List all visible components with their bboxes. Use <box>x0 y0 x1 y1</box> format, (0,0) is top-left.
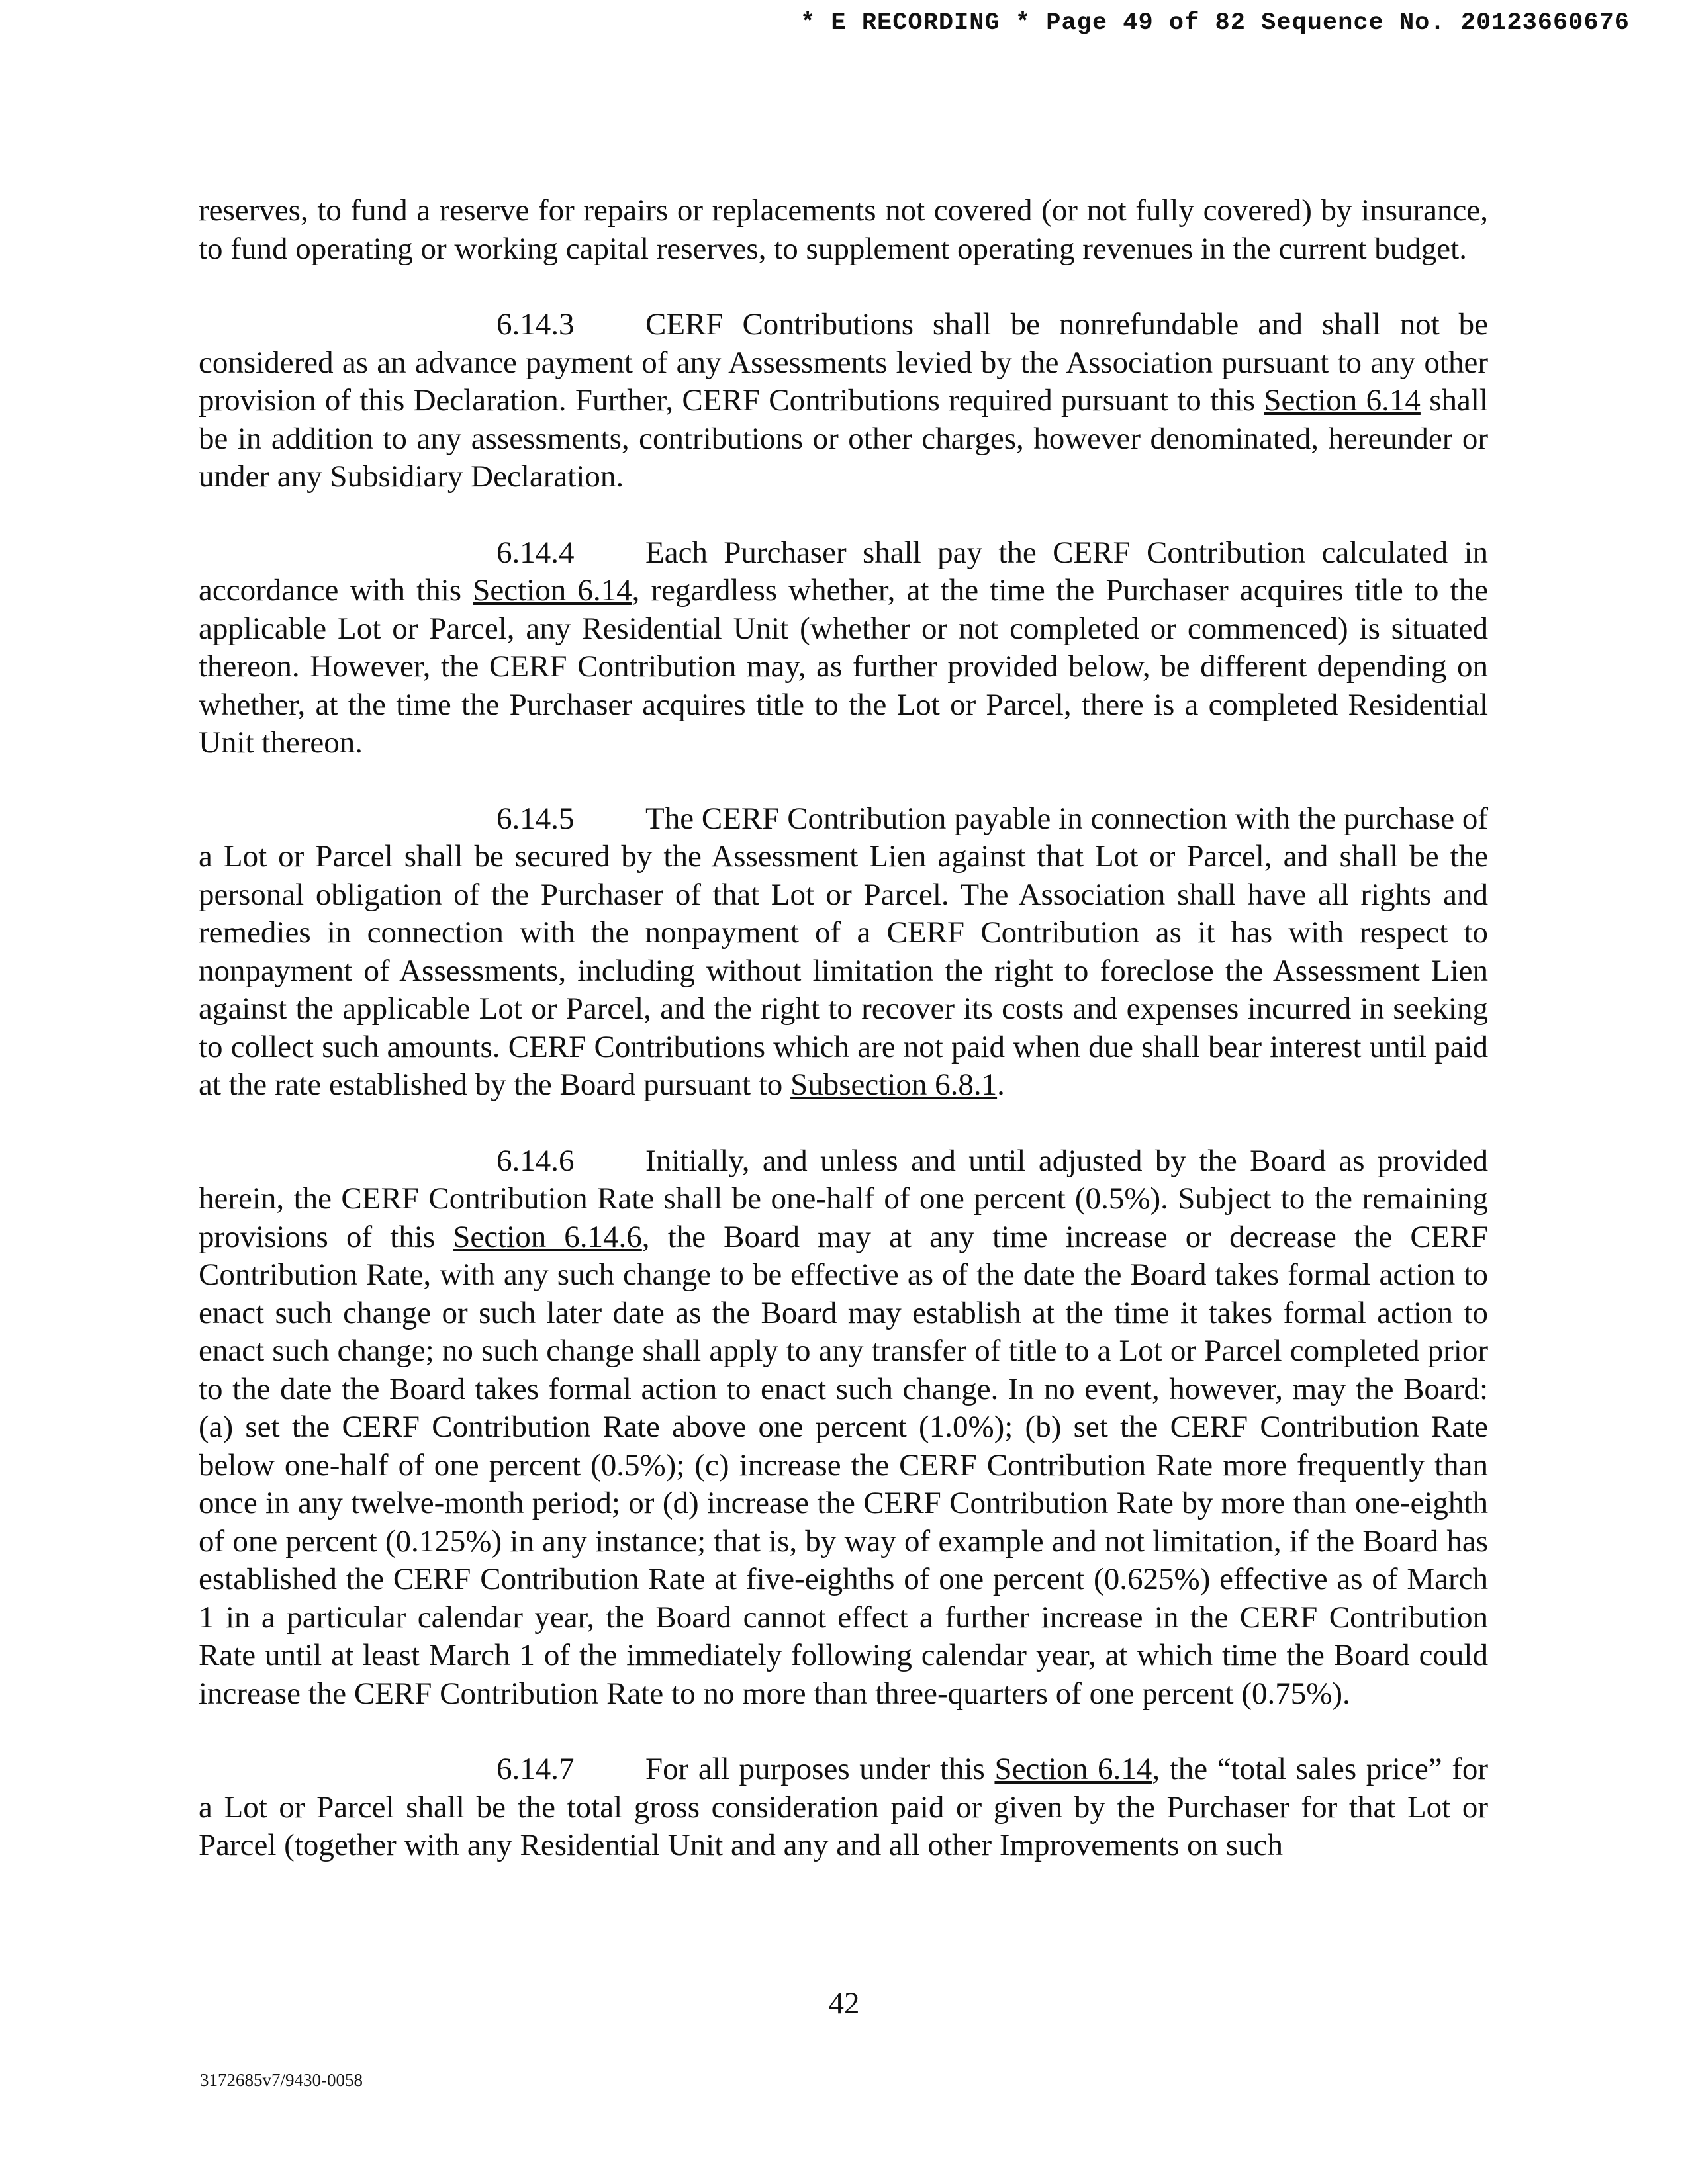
page-number: 42 <box>828 1986 860 2021</box>
paragraph-text: CERF Contributions shall be nonrefundable and shall not be considered as an advance payment of any Assessments levied by the Association pursuant to any other provision of this Declaration. Further, CERF Contributions required pursuant to this <box>199 307 1488 418</box>
section-number: 6.14.3 <box>496 307 575 341</box>
paragraph-text: , the “total sales price” for a Lot or Parcel shall be the total gross consideration paid or given by the Purchaser for that Lot or Parcel (together with any Residential Unit and any and all other Improvements on such <box>199 1752 1488 1862</box>
section-number: 6.14.6 <box>496 1143 575 1178</box>
paragraph-6-14-7 <box>199 1751 1488 1865</box>
section-number: 6.14.5 <box>496 801 575 836</box>
paragraph-text: Initially, and unless and until adjusted by the Board as provided herein, the CERF Contribution Rate shall be one-half of one percent (0.5%). Subject to the remaining provisions of this <box>199 1143 1488 1254</box>
section-reference: Section 6.14 <box>994 1752 1152 1786</box>
section-number: 6.14.4 <box>496 535 575 570</box>
paragraph-text: The CERF Contribution payable in connection with the purchase of a Lot or Parcel shall be secured by the Assessment Lien against that Lot or Parcel, and shall be the personal obligation of the Purchaser of that Lot or Parcel. The Association shall have all rights and remedies in connection with the nonpayment of a CERF Contribution as it has with respect to nonpayment of Assessments, including without limitation the right to foreclose the Assessment Lien against the applicable Lot or Parcel, and the right to recover its costs and expenses incurred in seeking to collect such amounts. CERF Contributions which are not paid when due shall bear interest until paid at the rate established by the Board pursuant to <box>199 801 1488 1102</box>
section-reference: Section 6.14 <box>473 573 632 608</box>
paragraph-text: For all purposes under this <box>645 1752 995 1786</box>
section-number: 6.14.7 <box>496 1752 575 1786</box>
paragraph-text: Each Purchaser shall pay the CERF Contribution calculated in accordance with this <box>199 535 1488 608</box>
document-id: 3172685v7/9430-0058 <box>200 2070 363 2090</box>
paragraph-text: reserves, to fund a reserve for repairs or replacements not covered (or not fully covered) by insurance, to fund operating or working capital reserves, to supplement operating revenues in the current budget. <box>199 193 1488 266</box>
section-reference: Section 6.14 <box>1264 383 1421 418</box>
paragraph-continuation <box>199 192 1488 268</box>
paragraph-6-14-4 <box>199 534 1488 762</box>
recording-header: * E RECORDING * Page 49 of 82 Sequence No. 20123660676 <box>800 9 1630 37</box>
paragraph-text: shall be in addition to any assessments, contributions or other charges, however denominated, hereunder or under any Subsidiary Declaration. <box>199 383 1488 494</box>
paragraph-text: , the Board may at any time increase or decrease the CERF Contribution Rate, with any such change to be effective as of the date the Board takes formal action to enact such change or such later date as the Board may establish at the time it takes formal action to enact such change; no such change shall apply to any transfer of title to a Lot or Parcel completed prior to the date the Board takes formal action to enact such change. In no event, however, may the Board: (a) set the CERF Contribution Rate above one percent (1.0%); (b) set the CERF Contribution Rate below one-half of one percent (0.5%); (c) increase the CERF Contribution Rate more frequently than once in any twelve-month period; or (d) increase the CERF Contribution Rate by more than one-eighth of one percent (0.125%) in any instance; that is, by way of example and not limitation, if the Board has established the CERF Contribution Rate at five-eighths of one percent (0.625%) effective as of March 1 in a particular calendar year, the Board cannot effect a further increase in the CERF Contribution Rate until at least March 1 of the immediately following calendar year, at which time the Board could increase the CERF Contribution Rate to no more than three-quarters of one percent (0.75%). <box>199 1219 1488 1711</box>
section-reference: Section 6.14.6 <box>453 1219 642 1254</box>
paragraph-6-14-3 <box>199 306 1488 496</box>
paragraph-6-14-5 <box>199 800 1488 1105</box>
paragraph-text: . <box>997 1068 1005 1102</box>
document-body <box>199 192 1488 1903</box>
section-reference: Subsection 6.8.1 <box>790 1068 998 1102</box>
paragraph-6-14-6 <box>199 1142 1488 1713</box>
paragraph-text: , regardless whether, at the time the Purchaser acquires title to the applicable Lot or Parcel, any Residential Unit (whether or not completed or commenced) is situated thereon. However, the CERF Contribution may, as further provided below, be different depending on whether, at the time the Purchaser acquires title to the Lot or Parcel, there is a completed Residential Unit thereon. <box>199 573 1489 760</box>
